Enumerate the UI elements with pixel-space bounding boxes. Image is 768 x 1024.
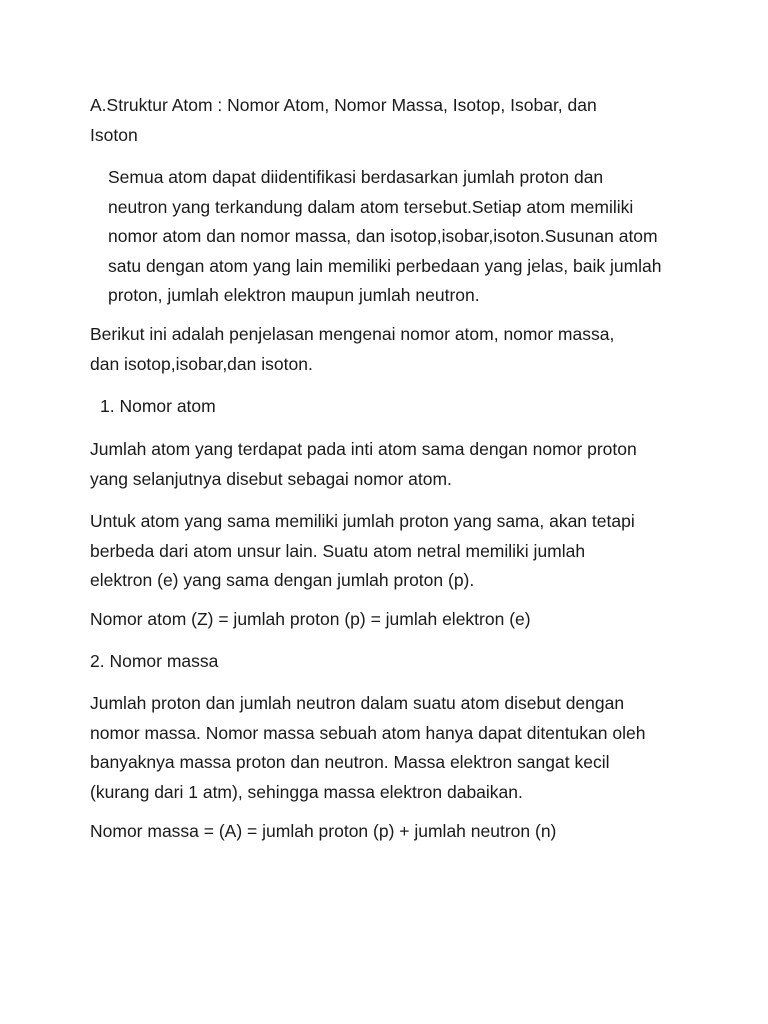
section-1-title: 1. Nomor atom	[100, 396, 216, 416]
section-2-paragraph-1: Jumlah proton dan jumlah neutron dalam suatu atom disebut dengan nomor massa. Nomor massa sebuah atom hanya dapat ditentukan oleh banyaknya massa proton dan neutron. Massa elektron sangat kecil (kurang dari 1 atm), sehingga massa elektron dabaikan.	[90, 693, 646, 802]
section-2-formula: Nomor massa = (A) = jumlah proton (p) + jumlah neutron (n)	[90, 821, 557, 841]
section-2-title: 2. Nomor massa	[90, 651, 219, 671]
intro-paragraph: Semua atom dapat diidentifikasi berdasarkan jumlah proton dan neutron yang terkandung dalam atom tersebut.Setiap atom memiliki nomor atom dan nomor massa, dan isotop,isobar,isoton.Susunan atom satu dengan atom yang lain memiliki perbedaan yang jelas, baik jumlah proton, jumlah elektron maupun jumlah neutron.	[108, 167, 662, 305]
section-1-formula: Nomor atom (Z) = jumlah proton (p) = jumlah elektron (e)	[90, 609, 531, 629]
overview-paragraph: Berikut ini adalah penjelasan mengenai nomor atom, nomor massa, dan isotop,isobar,dan isoton.	[90, 324, 615, 374]
section-1-paragraph-1: Jumlah atom yang terdapat pada inti atom sama dengan nomor proton yang selanjutnya disebut sebagai nomor atom.	[90, 439, 637, 489]
document-heading: A.Struktur Atom : Nomor Atom, Nomor Massa, Isotop, Isobar, dan Isoton	[90, 95, 597, 145]
section-1-paragraph-2: Untuk atom yang sama memiliki jumlah proton yang sama, akan tetapi berbeda dari atom unsur lain. Suatu atom netral memiliki jumlah elektron (e) yang sama dengan jumlah proton (p).	[90, 511, 635, 590]
